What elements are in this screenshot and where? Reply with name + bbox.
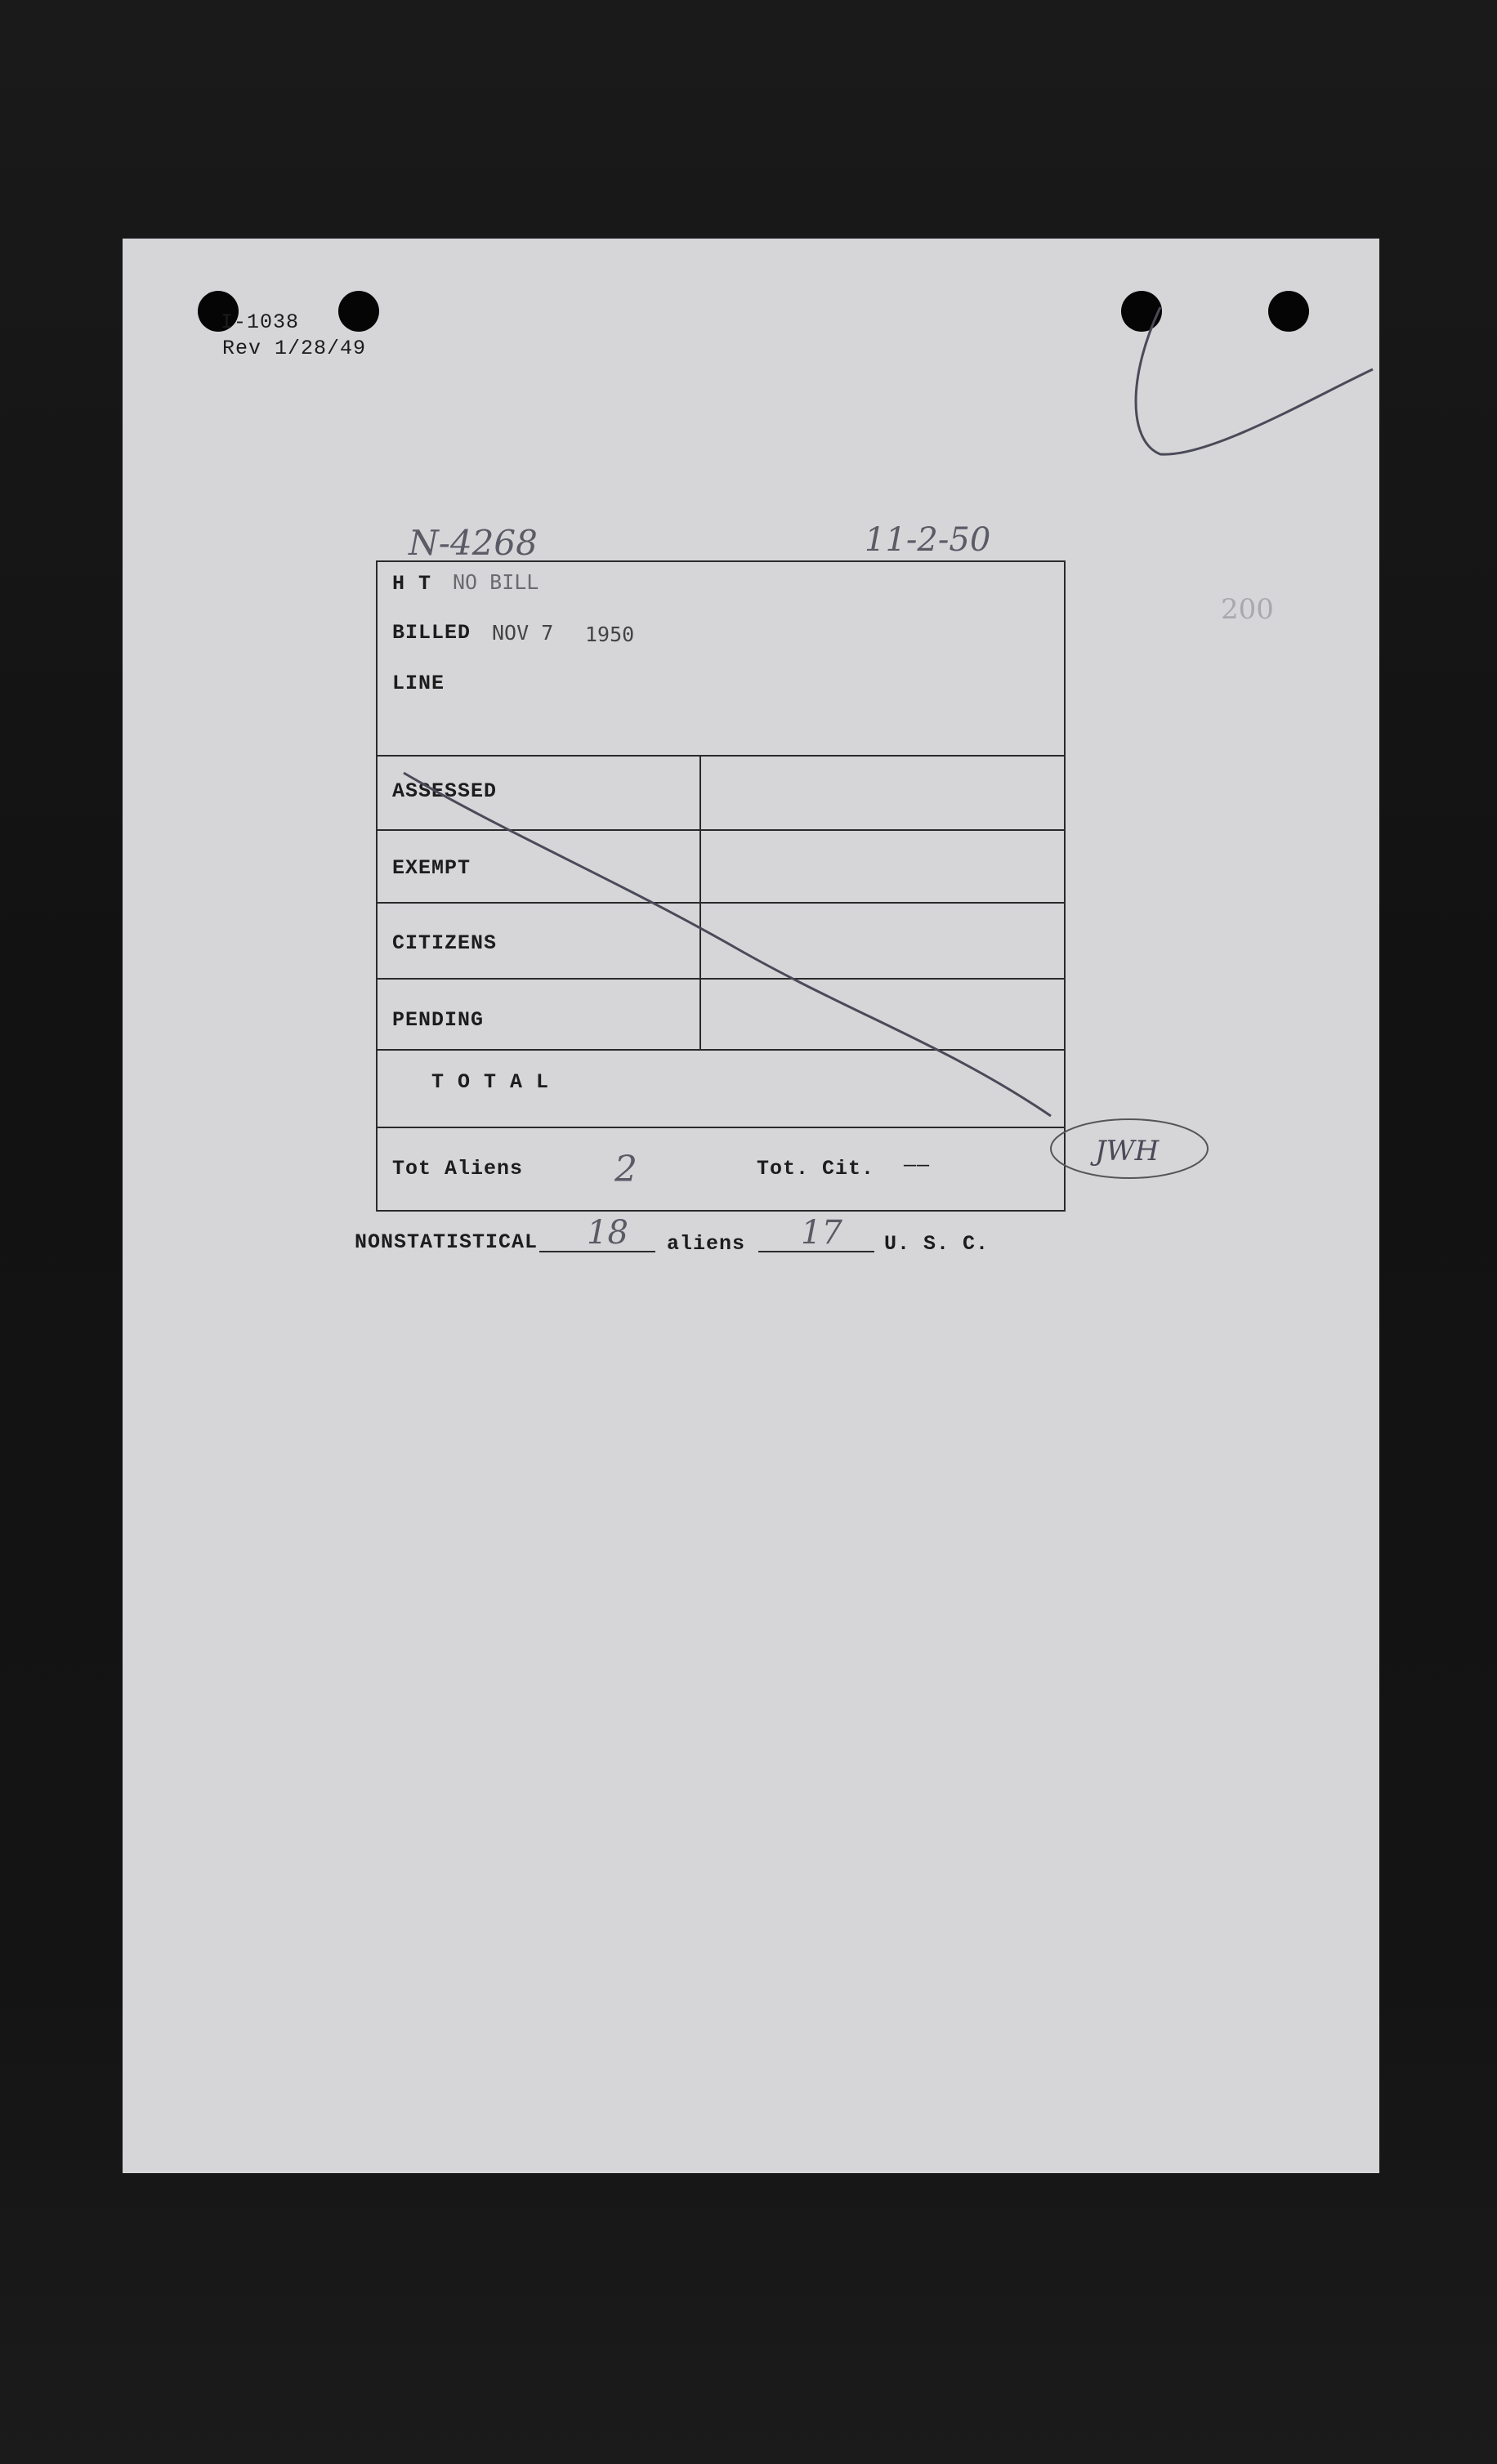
aliens-label: aliens [667,1232,746,1256]
handwritten-date: 11-2-50 [865,521,991,559]
form-revision: Rev 1/28/49 [222,337,367,360]
tot-cit-value: —— [904,1154,931,1177]
divider [376,1127,1066,1128]
line-label: LINE [392,672,445,695]
row-label-citizens: CITIZENS [392,931,498,955]
tot-aliens-label: Tot Aliens [392,1157,524,1181]
row-label-exempt: EXEMPT [392,856,471,880]
faint-number: 200 [1221,593,1274,626]
row-label-assessed: ASSESSED [392,779,498,803]
initials-mark: JWH [1095,1135,1160,1167]
divider [376,1049,1066,1051]
aliens-value: 17 [801,1214,842,1252]
divider [376,755,1066,757]
divider [376,829,1066,831]
statistics-form-box [376,560,1066,1212]
handwritten-file-number: N-4268 [409,523,538,563]
punch-hole [1268,291,1309,332]
total-label: T O T A L [431,1070,550,1094]
nonstatistical-value: 18 [587,1214,628,1252]
column-divider [699,755,701,1051]
usc-label: U. S. C. [884,1232,990,1256]
ht-label: H T [392,572,432,596]
billed-label: BILLED [392,621,471,645]
form-number: I-1038 [221,310,300,334]
tot-aliens-value: 2 [614,1149,637,1190]
billed-stamp-year: 1950 [585,623,635,646]
ht-stamp: NO BILL [453,570,539,594]
tot-cit-label: Tot. Cit. [757,1157,875,1181]
billed-stamp-month: NOV 7 [492,621,554,645]
punch-hole [1121,291,1162,332]
nonstatistical-label: NONSTATISTICAL [355,1230,538,1254]
row-label-pending: PENDING [392,1008,485,1032]
divider [376,978,1066,980]
punch-hole [338,291,379,332]
divider [376,902,1066,904]
